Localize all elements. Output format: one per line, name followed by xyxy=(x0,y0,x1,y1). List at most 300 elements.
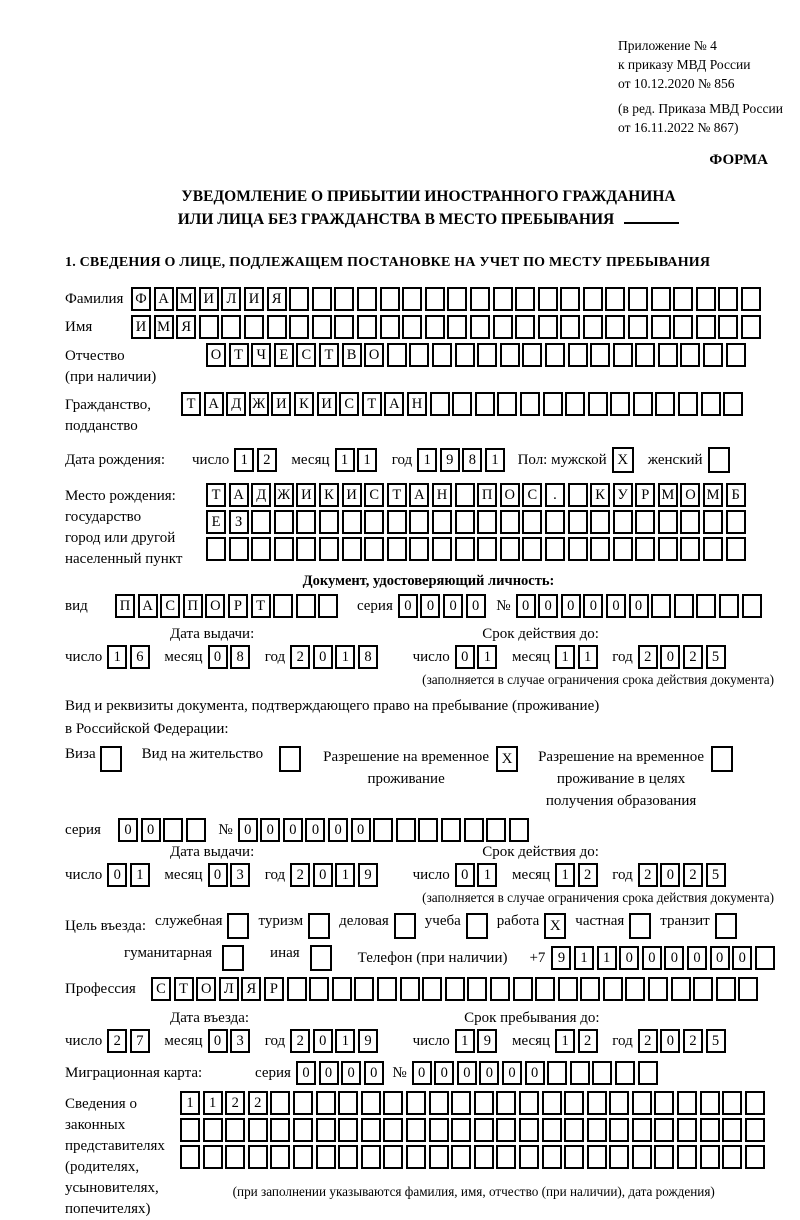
char-box[interactable] xyxy=(635,343,655,367)
char-box[interactable] xyxy=(338,1118,358,1142)
char-box[interactable]: 2 xyxy=(683,1029,703,1053)
char-box[interactable] xyxy=(432,510,452,534)
char-box[interactable] xyxy=(703,537,723,561)
char-box[interactable] xyxy=(542,1118,562,1142)
char-box[interactable] xyxy=(342,537,362,561)
char-box[interactable]: 1 xyxy=(335,645,355,669)
char-box[interactable]: 1 xyxy=(574,946,594,970)
char-box[interactable] xyxy=(519,1091,539,1115)
char-box[interactable] xyxy=(696,594,716,618)
char-box[interactable]: И xyxy=(131,315,151,339)
char-box[interactable] xyxy=(678,392,698,416)
char-box[interactable]: 1 xyxy=(555,645,575,669)
char-box[interactable]: Е xyxy=(274,343,294,367)
char-box[interactable]: 1 xyxy=(555,863,575,887)
char-box[interactable] xyxy=(180,1145,200,1169)
char-box[interactable] xyxy=(677,1091,697,1115)
char-box[interactable]: А xyxy=(154,287,174,311)
char-box[interactable] xyxy=(248,1145,268,1169)
birthplace-boxes-row1[interactable] xyxy=(206,483,748,507)
char-box[interactable] xyxy=(332,977,352,1001)
char-box[interactable] xyxy=(180,1118,200,1142)
char-box[interactable]: 0 xyxy=(642,946,662,970)
char-box[interactable] xyxy=(628,287,648,311)
char-box[interactable]: 1 xyxy=(335,448,355,472)
char-box[interactable] xyxy=(628,315,648,339)
char-box[interactable]: 2 xyxy=(290,1029,310,1053)
char-box[interactable] xyxy=(248,1118,268,1142)
char-box[interactable] xyxy=(723,392,743,416)
char-box[interactable] xyxy=(383,1118,403,1142)
char-box[interactable] xyxy=(464,818,484,842)
char-box[interactable] xyxy=(500,510,520,534)
permit-series-boxes[interactable] xyxy=(118,818,208,842)
char-box[interactable] xyxy=(565,392,585,416)
char-box[interactable] xyxy=(696,287,716,311)
iddoc-valid-month[interactable] xyxy=(555,645,600,669)
char-box[interactable] xyxy=(560,287,580,311)
migration-number-boxes[interactable] xyxy=(412,1061,661,1085)
stay-year[interactable] xyxy=(638,1029,728,1053)
char-box[interactable] xyxy=(651,315,671,339)
char-box[interactable]: 2 xyxy=(578,863,598,887)
char-box[interactable]: 1 xyxy=(597,946,617,970)
char-box[interactable]: К xyxy=(294,392,314,416)
char-box[interactable] xyxy=(654,1091,674,1115)
char-box[interactable]: М xyxy=(154,315,174,339)
char-box[interactable]: П xyxy=(115,594,135,618)
char-box[interactable]: 0 xyxy=(525,1061,545,1085)
purpose-work-checkbox[interactable]: X xyxy=(544,913,566,939)
char-box[interactable]: 2 xyxy=(578,1029,598,1053)
char-box[interactable] xyxy=(409,537,429,561)
char-box[interactable]: Т xyxy=(387,483,407,507)
char-box[interactable] xyxy=(477,537,497,561)
char-box[interactable] xyxy=(722,1145,742,1169)
char-box[interactable] xyxy=(658,537,678,561)
char-box[interactable]: О xyxy=(500,483,520,507)
char-box[interactable]: 1 xyxy=(357,448,377,472)
char-box[interactable] xyxy=(274,510,294,534)
char-box[interactable] xyxy=(560,315,580,339)
visa-checkbox[interactable] xyxy=(100,746,122,772)
stay-day[interactable] xyxy=(455,1029,500,1053)
char-box[interactable] xyxy=(316,1091,336,1115)
char-box[interactable]: 0 xyxy=(516,594,536,618)
char-box[interactable]: М xyxy=(703,483,723,507)
char-box[interactable]: Д xyxy=(251,483,271,507)
char-box[interactable] xyxy=(400,977,420,1001)
char-box[interactable]: 0 xyxy=(687,946,707,970)
char-box[interactable] xyxy=(447,287,467,311)
char-box[interactable] xyxy=(583,287,603,311)
char-box[interactable] xyxy=(651,287,671,311)
char-box[interactable] xyxy=(293,1118,313,1142)
char-box[interactable]: 0 xyxy=(238,818,258,842)
representatives-boxes-row1[interactable] xyxy=(180,1091,767,1115)
char-box[interactable] xyxy=(587,1145,607,1169)
char-box[interactable] xyxy=(520,392,540,416)
char-box[interactable]: Т xyxy=(174,977,194,1001)
char-box[interactable] xyxy=(274,537,294,561)
citizenship-boxes[interactable] xyxy=(181,392,746,416)
char-box[interactable] xyxy=(726,343,746,367)
char-box[interactable] xyxy=(542,1145,562,1169)
char-box[interactable] xyxy=(334,287,354,311)
char-box[interactable]: 0 xyxy=(313,1029,333,1053)
char-box[interactable] xyxy=(580,977,600,1001)
char-box[interactable] xyxy=(538,287,558,311)
char-box[interactable]: 9 xyxy=(551,946,571,970)
char-box[interactable] xyxy=(451,1091,471,1115)
char-box[interactable] xyxy=(496,1145,516,1169)
char-box[interactable]: И xyxy=(342,483,362,507)
char-box[interactable]: 0 xyxy=(107,863,127,887)
char-box[interactable]: О xyxy=(364,343,384,367)
birthplace-boxes-row3[interactable] xyxy=(206,537,748,561)
char-box[interactable]: 2 xyxy=(257,448,277,472)
char-box[interactable]: 1 xyxy=(417,448,437,472)
char-box[interactable] xyxy=(396,818,416,842)
char-box[interactable]: Н xyxy=(432,483,452,507)
char-box[interactable]: 0 xyxy=(141,818,161,842)
char-box[interactable]: 0 xyxy=(664,946,684,970)
char-box[interactable]: 0 xyxy=(629,594,649,618)
char-box[interactable] xyxy=(445,977,465,1001)
char-box[interactable] xyxy=(203,1145,223,1169)
char-box[interactable] xyxy=(451,1145,471,1169)
char-box[interactable]: Л xyxy=(221,287,241,311)
char-box[interactable]: А xyxy=(229,483,249,507)
char-box[interactable]: 8 xyxy=(462,448,482,472)
char-box[interactable]: И xyxy=(199,287,219,311)
char-box[interactable] xyxy=(309,977,329,1001)
permit-number-boxes[interactable] xyxy=(238,818,532,842)
char-box[interactable] xyxy=(680,537,700,561)
char-box[interactable] xyxy=(429,1091,449,1115)
stay-month[interactable] xyxy=(555,1029,600,1053)
char-box[interactable]: 0 xyxy=(398,594,418,618)
profession-boxes[interactable] xyxy=(151,977,761,1001)
char-box[interactable] xyxy=(289,287,309,311)
char-box[interactable]: Р xyxy=(635,483,655,507)
char-box[interactable] xyxy=(221,315,241,339)
char-box[interactable] xyxy=(654,1145,674,1169)
char-box[interactable]: 1 xyxy=(485,448,505,472)
char-box[interactable] xyxy=(500,343,520,367)
char-box[interactable] xyxy=(603,977,623,1001)
char-box[interactable]: Т xyxy=(181,392,201,416)
char-box[interactable]: 0 xyxy=(538,594,558,618)
char-box[interactable]: 2 xyxy=(638,1029,658,1053)
char-box[interactable]: 0 xyxy=(455,645,475,669)
char-box[interactable]: 0 xyxy=(455,863,475,887)
char-box[interactable] xyxy=(719,594,739,618)
char-box[interactable] xyxy=(470,287,490,311)
char-box[interactable] xyxy=(364,510,384,534)
char-box[interactable] xyxy=(722,1091,742,1115)
char-box[interactable] xyxy=(383,1145,403,1169)
char-box[interactable]: 1 xyxy=(180,1091,200,1115)
char-box[interactable]: 0 xyxy=(583,594,603,618)
char-box[interactable]: К xyxy=(319,483,339,507)
char-box[interactable] xyxy=(470,315,490,339)
char-box[interactable]: 9 xyxy=(440,448,460,472)
char-box[interactable]: Р xyxy=(228,594,248,618)
char-box[interactable]: 0 xyxy=(118,818,138,842)
char-box[interactable]: 0 xyxy=(208,863,228,887)
char-box[interactable]: А xyxy=(204,392,224,416)
permit-issue-day[interactable] xyxy=(107,863,152,887)
char-box[interactable] xyxy=(558,977,578,1001)
char-box[interactable] xyxy=(251,510,271,534)
sex-male-checkbox[interactable]: X xyxy=(612,447,634,473)
char-box[interactable]: 0 xyxy=(208,645,228,669)
doc-kind-boxes[interactable] xyxy=(115,594,341,618)
char-box[interactable] xyxy=(605,315,625,339)
char-box[interactable] xyxy=(429,1118,449,1142)
char-box[interactable]: 8 xyxy=(358,645,378,669)
char-box[interactable] xyxy=(338,1091,358,1115)
char-box[interactable]: Т xyxy=(362,392,382,416)
char-box[interactable] xyxy=(244,315,264,339)
char-box[interactable] xyxy=(296,594,316,618)
char-box[interactable]: Ж xyxy=(249,392,269,416)
char-box[interactable]: 9 xyxy=(477,1029,497,1053)
char-box[interactable] xyxy=(422,977,442,1001)
char-box[interactable] xyxy=(680,343,700,367)
char-box[interactable] xyxy=(361,1091,381,1115)
char-box[interactable] xyxy=(635,510,655,534)
purpose-other-checkbox[interactable] xyxy=(310,945,332,971)
char-box[interactable]: Ж xyxy=(274,483,294,507)
char-box[interactable] xyxy=(432,343,452,367)
char-box[interactable] xyxy=(745,1145,765,1169)
char-box[interactable] xyxy=(270,1118,290,1142)
char-box[interactable]: 0 xyxy=(660,1029,680,1053)
char-box[interactable]: Р xyxy=(264,977,284,1001)
char-box[interactable]: И xyxy=(296,483,316,507)
char-box[interactable]: 1 xyxy=(477,863,497,887)
char-box[interactable]: А xyxy=(384,392,404,416)
char-box[interactable]: 1 xyxy=(455,1029,475,1053)
char-box[interactable] xyxy=(316,1145,336,1169)
char-box[interactable] xyxy=(696,315,716,339)
char-box[interactable] xyxy=(590,343,610,367)
char-box[interactable] xyxy=(496,1118,516,1142)
char-box[interactable]: П xyxy=(477,483,497,507)
char-box[interactable]: 2 xyxy=(290,863,310,887)
char-box[interactable]: И xyxy=(244,287,264,311)
char-box[interactable] xyxy=(447,315,467,339)
char-box[interactable] xyxy=(402,287,422,311)
char-box[interactable] xyxy=(477,510,497,534)
char-box[interactable] xyxy=(568,510,588,534)
char-box[interactable]: Д xyxy=(226,392,246,416)
char-box[interactable] xyxy=(693,977,713,1001)
char-box[interactable] xyxy=(522,343,542,367)
char-box[interactable]: 2 xyxy=(683,863,703,887)
char-box[interactable]: 9 xyxy=(358,863,378,887)
char-box[interactable]: 3 xyxy=(230,1029,250,1053)
iddoc-issue-month[interactable] xyxy=(208,645,253,669)
char-box[interactable]: 1 xyxy=(335,863,355,887)
char-box[interactable] xyxy=(638,1061,658,1085)
char-box[interactable] xyxy=(251,537,271,561)
char-box[interactable]: Н xyxy=(407,392,427,416)
char-box[interactable] xyxy=(609,1091,629,1115)
char-box[interactable] xyxy=(430,392,450,416)
char-box[interactable] xyxy=(387,537,407,561)
char-box[interactable]: 0 xyxy=(283,818,303,842)
char-box[interactable]: П xyxy=(183,594,203,618)
char-box[interactable]: 2 xyxy=(225,1091,245,1115)
char-box[interactable] xyxy=(545,343,565,367)
char-box[interactable] xyxy=(535,977,555,1001)
char-box[interactable]: Т xyxy=(251,594,271,618)
char-box[interactable]: С xyxy=(151,977,171,1001)
char-box[interactable]: И xyxy=(271,392,291,416)
char-box[interactable] xyxy=(542,1091,562,1115)
char-box[interactable] xyxy=(474,1145,494,1169)
char-box[interactable]: 0 xyxy=(660,863,680,887)
char-box[interactable]: 0 xyxy=(351,818,371,842)
char-box[interactable] xyxy=(543,392,563,416)
char-box[interactable]: 1 xyxy=(130,863,150,887)
char-box[interactable] xyxy=(538,315,558,339)
char-box[interactable]: 2 xyxy=(107,1029,127,1053)
char-box[interactable]: 0 xyxy=(313,645,333,669)
char-box[interactable] xyxy=(755,946,775,970)
char-box[interactable]: 0 xyxy=(466,594,486,618)
char-box[interactable] xyxy=(674,594,694,618)
char-box[interactable] xyxy=(726,537,746,561)
char-box[interactable] xyxy=(701,392,721,416)
char-box[interactable]: 0 xyxy=(561,594,581,618)
char-box[interactable] xyxy=(610,392,630,416)
title-blank-field[interactable] xyxy=(624,209,679,224)
char-box[interactable] xyxy=(338,1145,358,1169)
char-box[interactable] xyxy=(319,537,339,561)
char-box[interactable]: 0 xyxy=(732,946,752,970)
char-box[interactable]: Я xyxy=(176,315,196,339)
iddoc-valid-year[interactable] xyxy=(638,645,728,669)
char-box[interactable]: 0 xyxy=(420,594,440,618)
char-box[interactable] xyxy=(418,818,438,842)
char-box[interactable] xyxy=(658,510,678,534)
representatives-boxes-row2[interactable] xyxy=(180,1118,767,1142)
char-box[interactable] xyxy=(745,1118,765,1142)
birth-year-boxes[interactable] xyxy=(417,448,507,472)
char-box[interactable] xyxy=(654,1118,674,1142)
purpose-private-checkbox[interactable] xyxy=(629,913,651,939)
char-box[interactable] xyxy=(583,315,603,339)
char-box[interactable] xyxy=(613,343,633,367)
char-box[interactable] xyxy=(203,1118,223,1142)
char-box[interactable]: З xyxy=(229,510,249,534)
patronymic-boxes[interactable] xyxy=(206,343,748,367)
char-box[interactable] xyxy=(522,510,542,534)
char-box[interactable]: 0 xyxy=(502,1061,522,1085)
char-box[interactable]: С xyxy=(364,483,384,507)
permit-valid-year[interactable] xyxy=(638,863,728,887)
char-box[interactable] xyxy=(519,1118,539,1142)
char-box[interactable] xyxy=(383,1091,403,1115)
temp-residence-checkbox[interactable]: X xyxy=(496,746,518,772)
char-box[interactable] xyxy=(519,1145,539,1169)
char-box[interactable] xyxy=(588,392,608,416)
char-box[interactable]: С xyxy=(160,594,180,618)
char-box[interactable]: 0 xyxy=(660,645,680,669)
char-box[interactable]: 8 xyxy=(230,645,250,669)
char-box[interactable]: . xyxy=(545,483,565,507)
char-box[interactable] xyxy=(590,537,610,561)
char-box[interactable] xyxy=(718,287,738,311)
char-box[interactable] xyxy=(267,315,287,339)
char-box[interactable]: 1 xyxy=(477,645,497,669)
char-box[interactable] xyxy=(613,537,633,561)
char-box[interactable] xyxy=(742,594,762,618)
char-box[interactable] xyxy=(425,315,445,339)
char-box[interactable]: 0 xyxy=(710,946,730,970)
permit-valid-month[interactable] xyxy=(555,863,600,887)
char-box[interactable] xyxy=(703,510,723,534)
char-box[interactable]: Ч xyxy=(251,343,271,367)
char-box[interactable]: 9 xyxy=(358,1029,378,1053)
char-box[interactable] xyxy=(477,343,497,367)
char-box[interactable] xyxy=(380,315,400,339)
char-box[interactable]: 3 xyxy=(230,863,250,887)
char-box[interactable] xyxy=(334,315,354,339)
char-box[interactable] xyxy=(354,977,374,1001)
char-box[interactable] xyxy=(432,537,452,561)
permit-issue-year[interactable] xyxy=(290,863,380,887)
sex-female-checkbox[interactable] xyxy=(708,447,730,473)
char-box[interactable] xyxy=(680,510,700,534)
char-box[interactable]: 0 xyxy=(457,1061,477,1085)
char-box[interactable]: О xyxy=(680,483,700,507)
char-box[interactable] xyxy=(406,1145,426,1169)
char-box[interactable] xyxy=(738,977,758,1001)
char-box[interactable] xyxy=(570,1061,590,1085)
char-box[interactable] xyxy=(726,510,746,534)
char-box[interactable]: 0 xyxy=(619,946,639,970)
edu-residence-checkbox[interactable] xyxy=(711,746,733,772)
char-box[interactable]: 0 xyxy=(313,863,333,887)
char-box[interactable]: 0 xyxy=(434,1061,454,1085)
char-box[interactable] xyxy=(493,287,513,311)
char-box[interactable]: А xyxy=(138,594,158,618)
char-box[interactable] xyxy=(632,1091,652,1115)
char-box[interactable] xyxy=(605,287,625,311)
char-box[interactable] xyxy=(592,1061,612,1085)
char-box[interactable]: Б xyxy=(726,483,746,507)
char-box[interactable]: С xyxy=(522,483,542,507)
char-box[interactable]: 5 xyxy=(706,1029,726,1053)
char-box[interactable] xyxy=(651,594,671,618)
char-box[interactable] xyxy=(342,510,362,534)
doc-number-boxes[interactable] xyxy=(516,594,765,618)
migration-series-boxes[interactable] xyxy=(296,1061,386,1085)
surname-boxes[interactable] xyxy=(131,287,764,311)
char-box[interactable] xyxy=(648,977,668,1001)
purpose-tourism-checkbox[interactable] xyxy=(308,913,330,939)
char-box[interactable]: М xyxy=(176,287,196,311)
purpose-study-checkbox[interactable] xyxy=(466,913,488,939)
char-box[interactable]: Т xyxy=(229,343,249,367)
char-box[interactable]: 6 xyxy=(130,645,150,669)
char-box[interactable] xyxy=(500,537,520,561)
